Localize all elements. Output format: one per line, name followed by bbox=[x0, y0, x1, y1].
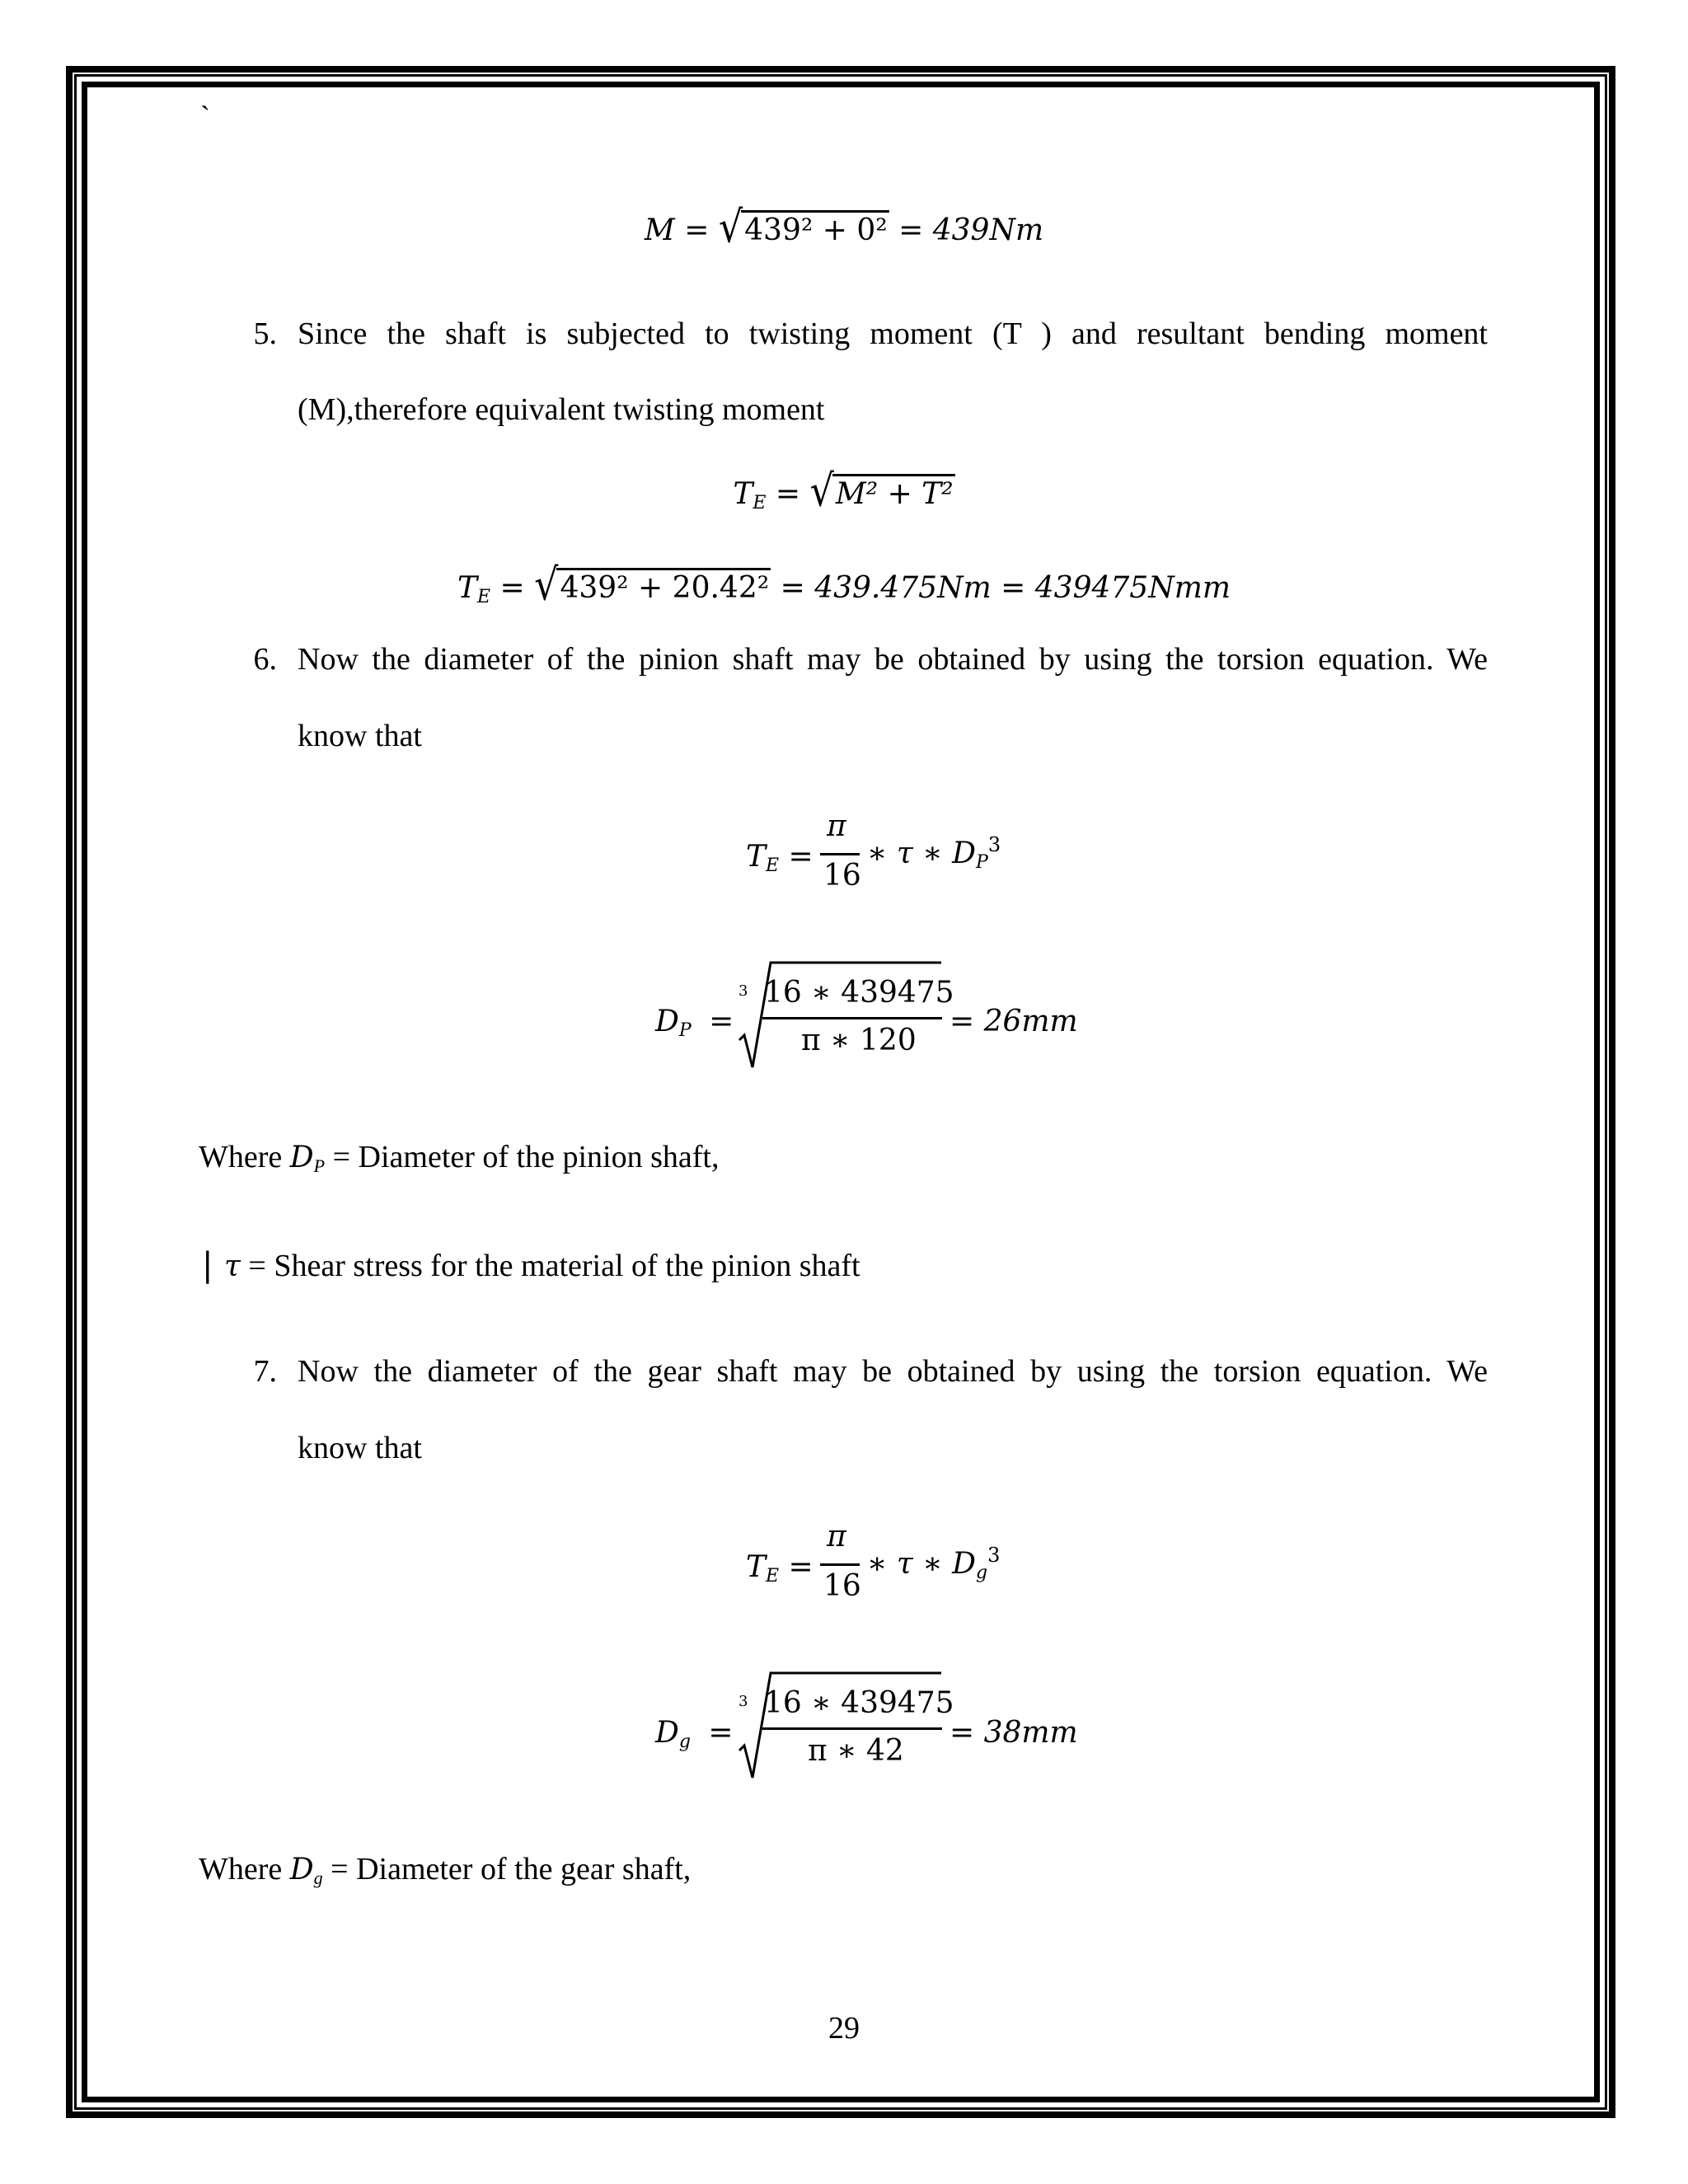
pinion-diameter-result: = 26mm bbox=[950, 1005, 1078, 1038]
radicand: 439² + 0² bbox=[741, 210, 889, 246]
fraction-numerator: π bbox=[827, 809, 846, 843]
root-denominator: π ∗ 42 bbox=[808, 1734, 904, 1768]
radicand: 439² + 20.42² bbox=[556, 568, 771, 603]
fraction-bar bbox=[762, 1727, 942, 1730]
fraction-bar bbox=[820, 1563, 860, 1566]
equation-equivalent-torque-formula: $T_E = √M^2 + T^2$ bbox=[733, 464, 954, 517]
item-5-number: 5. bbox=[253, 316, 277, 351]
item-7-line-2: know that bbox=[298, 1431, 422, 1465]
fraction-denominator: 16 bbox=[823, 1569, 861, 1603]
fraction-bar bbox=[762, 1017, 942, 1019]
fraction-numerator: π bbox=[827, 1520, 846, 1554]
where-shear-stress: | τ = Shear stress for the material of the pinion shaft bbox=[202, 1246, 860, 1284]
fraction-denominator: 16 bbox=[823, 859, 861, 893]
equation-torsion-pinion: $T_E$ = bbox=[746, 840, 814, 876]
sqrt-icon: √ bbox=[809, 464, 834, 517]
item-7-number: 7. bbox=[253, 1354, 277, 1389]
page-border-inner bbox=[82, 82, 1600, 2102]
radicand: M² + T² bbox=[832, 474, 955, 509]
root-index: 3 bbox=[738, 1693, 748, 1710]
item-7-line-1: Now the diameter of the gear shaft may be obtained by using the torsion equation. We bbox=[298, 1354, 1488, 1389]
stray-mark: ` bbox=[200, 100, 210, 133]
root-denominator: π ∗ 120 bbox=[801, 1024, 917, 1057]
root-numerator: 16 ∗ 439475 bbox=[764, 976, 954, 1010]
item-5-line-1: Since the shaft is subjected to twisting moment (T ) and resultant bending moment bbox=[298, 316, 1488, 351]
gear-diameter-result: = 38mm bbox=[950, 1716, 1078, 1750]
root-index: 3 bbox=[738, 982, 748, 1000]
equation-torsion-gear: $T_E$ = bbox=[746, 1550, 814, 1586]
sqrt-icon: √ bbox=[534, 558, 559, 611]
equation-pinion-diameter-lhs: $D_P$ = bbox=[655, 1005, 734, 1041]
item-6-line-1: Now the diameter of the pinion shaft may be obtained by using the torsion equation. We bbox=[298, 642, 1488, 677]
torsion-rest: ∗ τ ∗ $D_P^3$ bbox=[867, 833, 1001, 873]
where-gear-diameter: Where $D_g$ = Diameter of the gear shaft, bbox=[199, 1852, 692, 1888]
equation-gear-diameter-lhs: $D_g$ = bbox=[655, 1716, 734, 1752]
item-6-line-2: know that bbox=[298, 719, 422, 753]
where-pinion-diameter: Where $D_P$ = Diameter of the pinion shaft, bbox=[199, 1140, 720, 1176]
equation-bending-moment: M = √439² + 0² = 439Nm bbox=[644, 200, 1044, 253]
root-numerator: 16 ∗ 439475 bbox=[764, 1686, 954, 1720]
torsion-rest: ∗ τ ∗ $D_g^3$ bbox=[867, 1544, 1001, 1583]
item-6-number: 6. bbox=[253, 642, 277, 677]
page-number: 29 bbox=[828, 2011, 860, 2046]
item-5-line-2: (M),therefore equivalent twisting moment bbox=[298, 392, 825, 427]
sqrt-icon: √ bbox=[718, 200, 743, 253]
equation-equivalent-torque-value: $T_E = √439^2 + 20.42^2 = 439.475Nm = 439475Nmm$ bbox=[457, 558, 1231, 611]
fraction-bar bbox=[820, 853, 860, 855]
